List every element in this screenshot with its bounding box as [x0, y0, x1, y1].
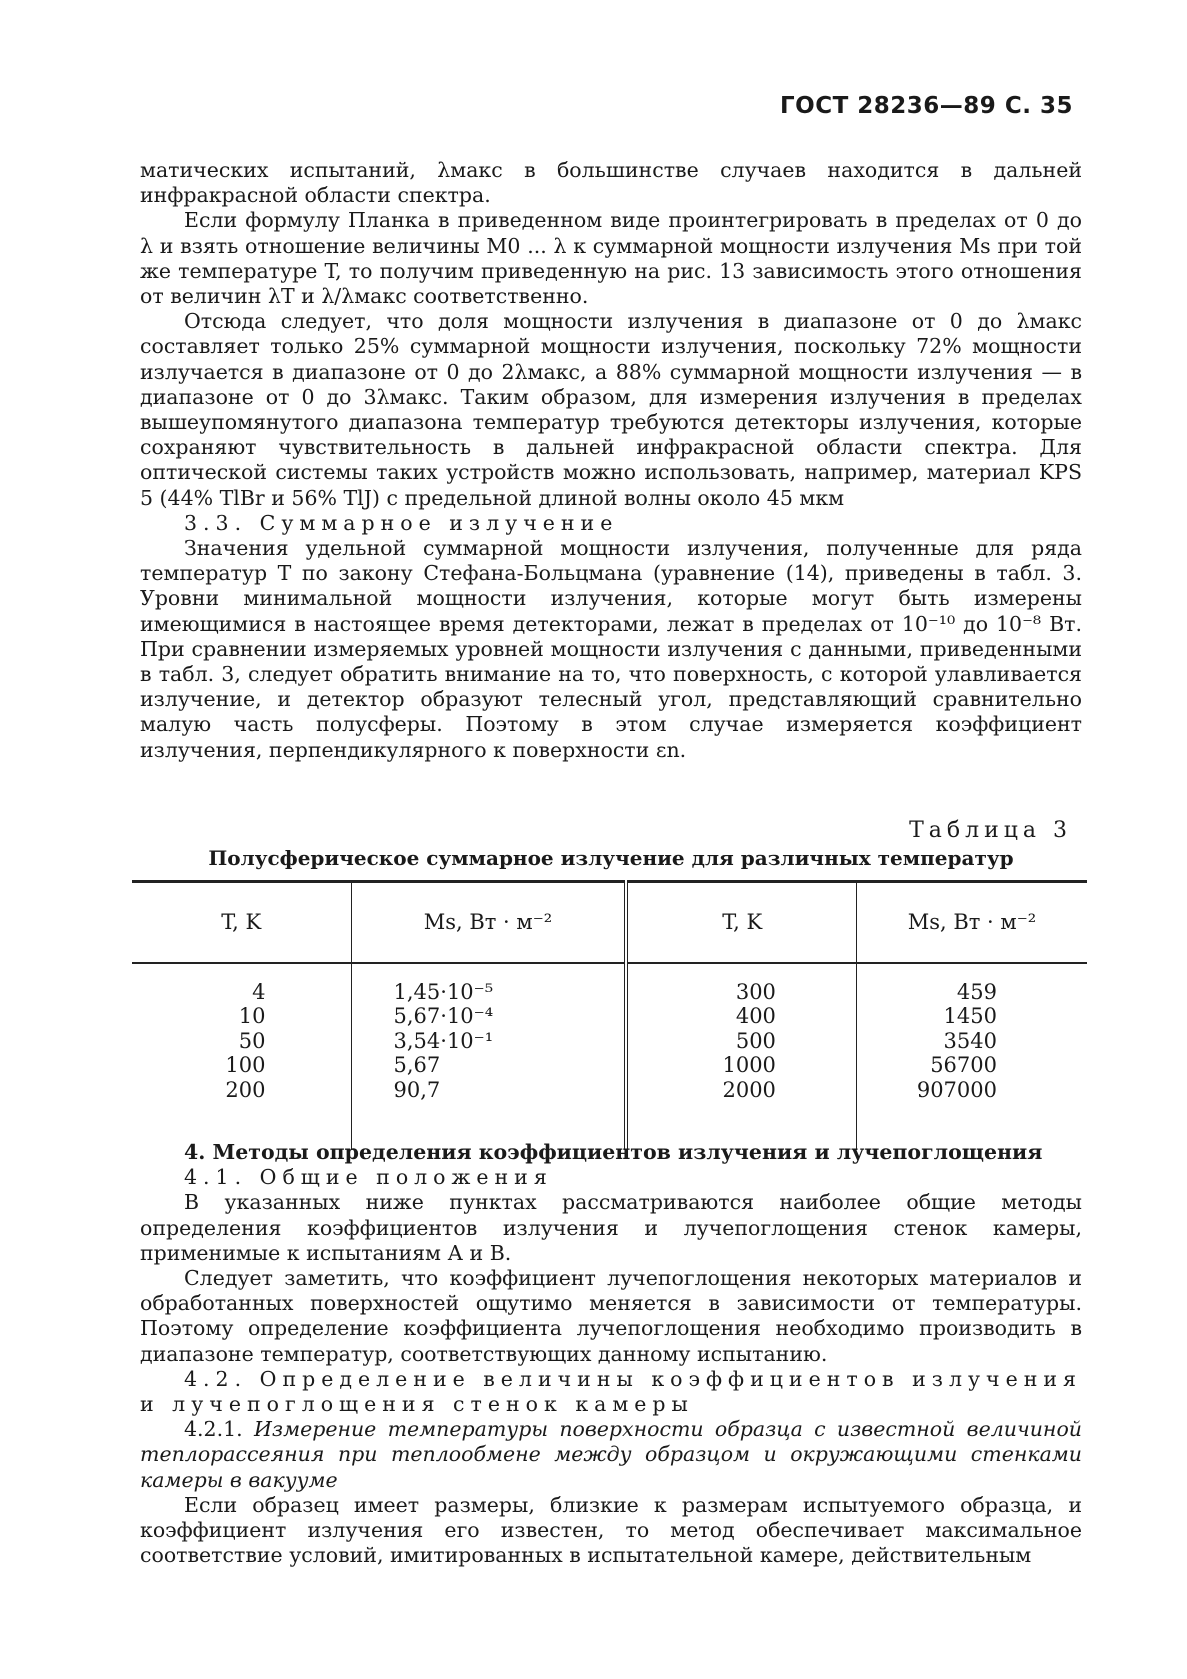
paragraph-4-1-a: В указанных ниже пунктах рассматриваются наиболее общие методы определения коэффициентов излучения и лучепоглощения стенок камеры, применимые к испытаниям А и В.	[140, 1190, 1082, 1265]
section-4-2-1-heading	[140, 1417, 1082, 1493]
table-cell: 5,67·10⁻⁴	[393, 1004, 494, 1028]
table-cell: 50	[238, 1028, 266, 1053]
table-cell: 4	[252, 979, 266, 1004]
col-ms-2	[856, 963, 1087, 1150]
table-cell: 56700	[930, 1053, 997, 1077]
paragraph-4-1-b: Следует заметить, что коэффициент лучепоглощения некоторых материалов и обработанных поверхностей ощутимо меняется в зависимости от температуры. Поэтому определение коэффициента лучепоглощения необходимо производить в диапазоне температур, соответствующих данному испытанию.	[140, 1266, 1082, 1366]
table-cell: 90,7	[393, 1077, 441, 1102]
table-title: Полусферическое суммарное излучение для различных температур	[208, 846, 1014, 870]
table-cell: 2000	[722, 1077, 776, 1102]
table-cell: 500	[735, 1028, 776, 1053]
header-ms-1: Ms, Вт · м⁻²	[351, 882, 626, 963]
paragraph-3: Отсюда следует, что доля мощности излучения в диапазоне от 0 до λмакс составляет только 25% суммарной мощности излучения, поскольку 72% мощности излучается в диапазоне от 0 до 2λмакс, а 88% суммарной мощности излучения — в диапазоне от 0 до 3λмакс. Таким образом, для измерения излучения в пределах вышеупомянутого диапазона температур требуются детекторы излучения, которые сохраняют чувствительность в дальней инфракрасной области спектра. Для оптической системы таких устройств можно использовать, например, материал KPS 5 (44% TlBr и 56% TlJ) с предельной длиной волны около 45 мкм	[140, 309, 1082, 510]
section-3-3-heading: 3.3. Суммарное излучение	[184, 510, 619, 535]
table-cell: 1450	[943, 1004, 997, 1028]
table-cell: 3,54·10⁻¹	[393, 1028, 494, 1053]
paragraph-4-2-1: Если образец имеет размеры, близкие к размерам испытуемого образца, и коэффициент излучения его известен, то метод обеспечивает максимальное соответствие условий, имитированных в испытательной камере, действительным	[140, 1492, 1082, 1568]
section-4-1-heading: 4.1. Общие положения	[184, 1165, 553, 1190]
section-4-2-1-number: 4.2.1.	[184, 1417, 243, 1442]
header-ms-2: Ms, Вт · м⁻²	[856, 882, 1087, 963]
body-text-bottom	[140, 1140, 1082, 1568]
table-cell: 1,45·10⁻⁵	[393, 979, 494, 1004]
section-4-2-heading: 4.2. Определение величины коэффициентов излучения и лучепоглощения стенок камеры	[140, 1366, 1082, 1417]
table-cell: 5,67	[393, 1053, 441, 1077]
table-body	[132, 963, 1087, 1150]
paragraph-1: матических испытаний, λмакс в большинстве случаев находится в дальней инфракрасной области спектра.	[140, 158, 1082, 208]
paragraph-4: Значения удельной суммарной мощности излучения, полученные для ряда температур T по закону Стефана-Больцмана (уравнение (14), приведены в табл. 3. Уровни минимальной мощности излучения, которые могут быть измерены имеющимися в настоящее время детекторами, лежат в пределах от 10⁻¹⁰ до 10⁻⁸ Вт. При сравнении измеряемых уровней мощности излучения с данными, приведенными в табл. 3, следует обратить внимание на то, что поверхность, с которой улавливается излучение, и детектор образуют телесный угол, представляющий сравнительно малую часть полусферы. Поэтому в этом случае измеряется коэффициент излучения, перпендикулярного к поверхности εn.	[140, 536, 1082, 762]
table-cell: 200	[225, 1077, 266, 1102]
section-4-heading: 4. Методы определения коэффициентов излучения и лучепоглощения	[184, 1140, 1043, 1164]
table-cell: 3540	[943, 1028, 997, 1053]
header-t-k-1: T, K	[132, 882, 351, 963]
paragraph-2: Если формулу Планка в приведенном виде проинтегрировать в пределах от 0 до λ и взять отношение величины M0 ... λ к суммарной мощности излучения Ms при той же температуре T, то получим приведенную на рис. 13 зависимость этого отношения от величин λT и λ/λмакс соответственно.	[140, 208, 1082, 309]
table-cell: 300	[735, 979, 776, 1004]
header-t-k-2: T, K	[626, 882, 856, 963]
table-cell: 100	[225, 1053, 266, 1077]
table-caption: Таблица 3	[909, 818, 1072, 843]
col-ms-1	[351, 963, 626, 1150]
page-header: ГОСТ 28236—89 С. 35	[780, 93, 1073, 119]
radiation-table	[132, 880, 1087, 1150]
body-text-top	[140, 158, 1082, 763]
table-cell: 1000	[722, 1053, 776, 1077]
table-header-row	[132, 882, 1087, 963]
table-cell: 907000	[916, 1077, 997, 1102]
section-4-2-1-title: Измерение температуры поверхности образца с известной величиной теплорассеяния при теплообмене между образцом и окружающими стенками камеры в вакууме	[140, 1417, 1082, 1492]
col-t-k-1	[132, 963, 351, 1150]
table-cell: 459	[956, 979, 997, 1004]
col-t-k-2	[626, 963, 856, 1150]
table-cell: 10	[238, 1004, 266, 1028]
table-cell: 400	[735, 1004, 776, 1028]
